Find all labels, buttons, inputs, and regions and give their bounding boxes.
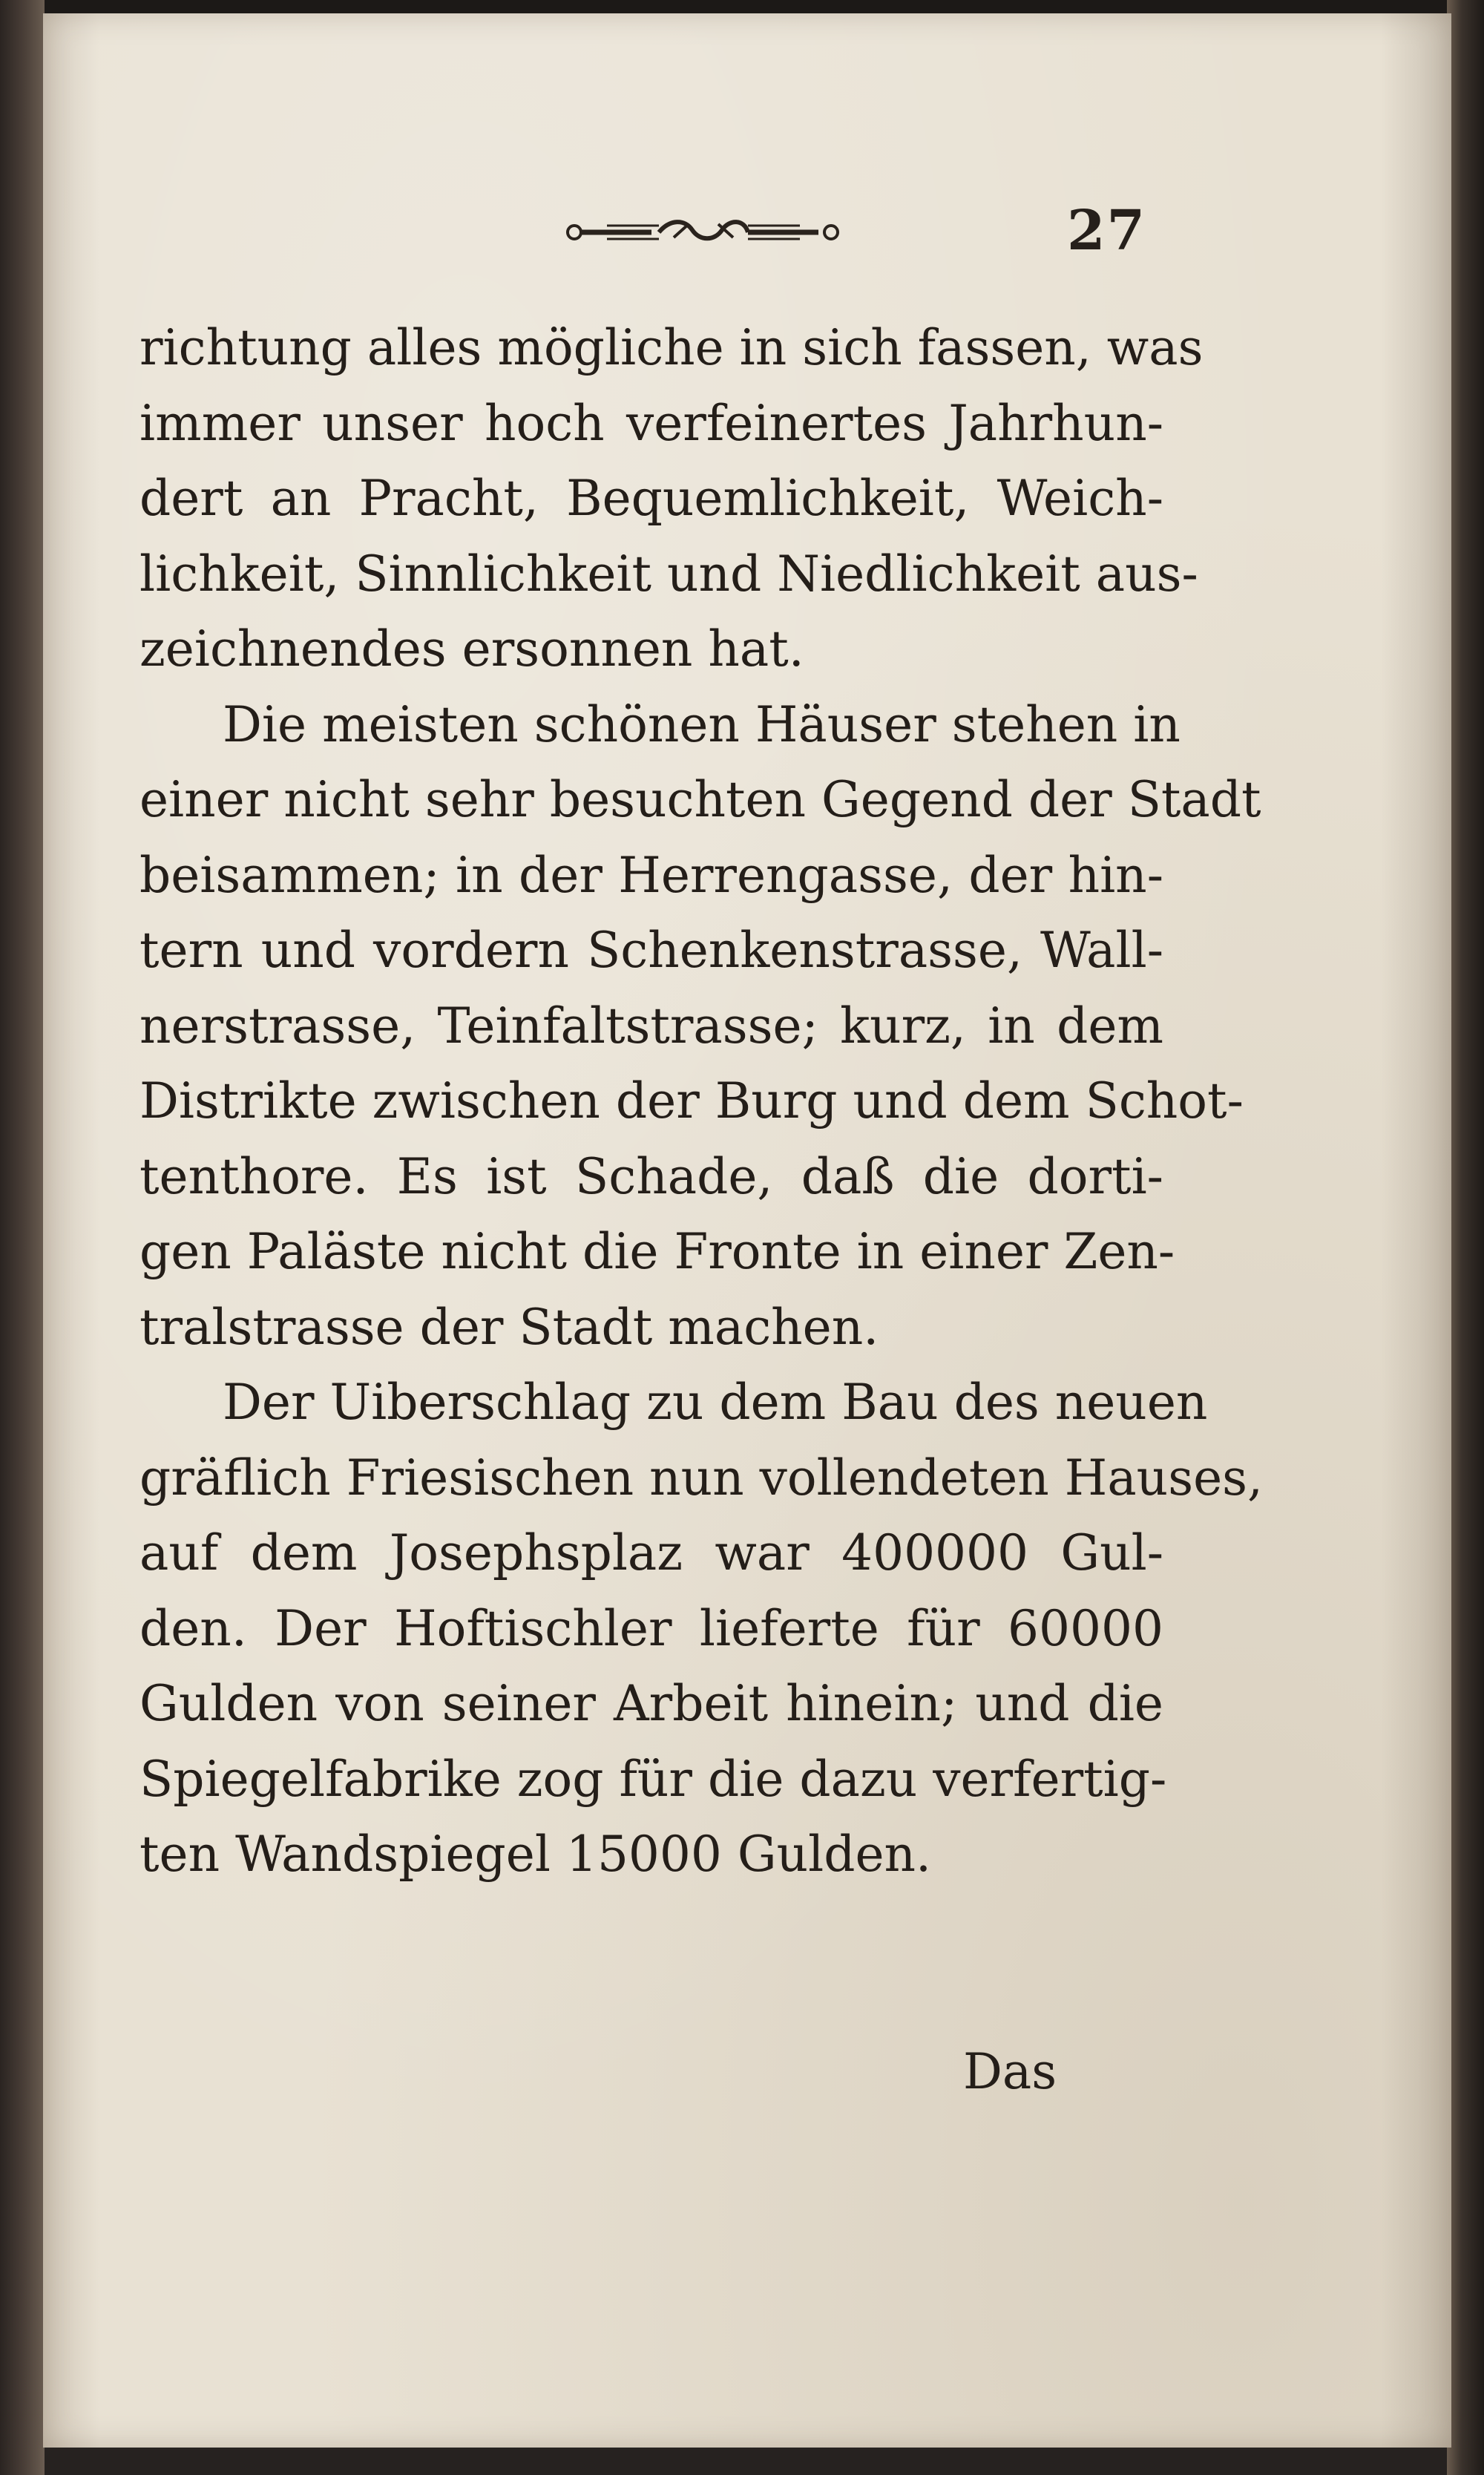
paragraph-1 xyxy=(139,310,1204,687)
text-line: immer unser hoch verfeinertes Jahrhun- xyxy=(139,394,1163,452)
text-line: nerstrasse, Teinfaltstrasse; kurz, in dem xyxy=(139,997,1163,1055)
decorative-rule-ornament-icon xyxy=(562,215,844,249)
text-line: richtung alles mögliche in sich fassen, was xyxy=(139,319,1204,376)
body-text xyxy=(139,310,1263,1892)
text-line: dert an Pracht, Bequemlichkeit, Weich- xyxy=(139,470,1163,527)
text-line: auf dem Josephsplaz war 400000 Gul- xyxy=(139,1524,1163,1581)
text-line: Spiegelfabrike zog für die dazu verfertig- xyxy=(139,1750,1167,1808)
text-line: tralstrasse der Stadt machen. xyxy=(139,1298,879,1356)
text-line: tern und vordern Schenkenstrasse, Wall- xyxy=(139,922,1163,979)
text-line: den. Der Hoftischler lieferte für 60000 xyxy=(139,1599,1163,1657)
text-line: einer nicht sehr besuchten Gegend der Stadt xyxy=(139,771,1261,828)
catchword: Das xyxy=(963,2043,1057,2100)
text-line: ten Wandspiegel 15000 Gulden. xyxy=(139,1826,932,1883)
right-page-edge xyxy=(1447,0,1484,2475)
text-line: lichkeit, Sinnlichkeit und Niedlichkeit aus- xyxy=(139,545,1198,603)
text-line: Der Uiberschlag zu dem Bau des neuen xyxy=(223,1374,1208,1431)
book-page xyxy=(43,13,1451,2448)
text-line: Die meisten schönen Häuser stehen in xyxy=(223,695,1181,753)
page-header xyxy=(518,199,1186,266)
text-line: Distrikte zwischen der Burg und dem Schot- xyxy=(139,1072,1244,1130)
text-line: gen Paläste nicht die Fronte in einer Zen- xyxy=(139,1223,1175,1280)
text-line: gräflich Friesischen nun vollendeten Hauses, xyxy=(139,1449,1263,1507)
text-line: beisammen; in der Herrengasse, der hin- xyxy=(139,846,1163,904)
paragraph-2 xyxy=(139,687,1261,1366)
text-line: Gulden von seiner Arbeit hinein; und die xyxy=(139,1675,1163,1732)
paragraph-3 xyxy=(139,1365,1263,1892)
page-number: 27 xyxy=(1067,199,1146,263)
text-line: tenthore. Es ist Schade, daß die dorti- xyxy=(139,1147,1163,1205)
left-binding-edge xyxy=(0,0,45,2475)
text-line: zeichnendes ersonnen hat. xyxy=(139,620,804,678)
